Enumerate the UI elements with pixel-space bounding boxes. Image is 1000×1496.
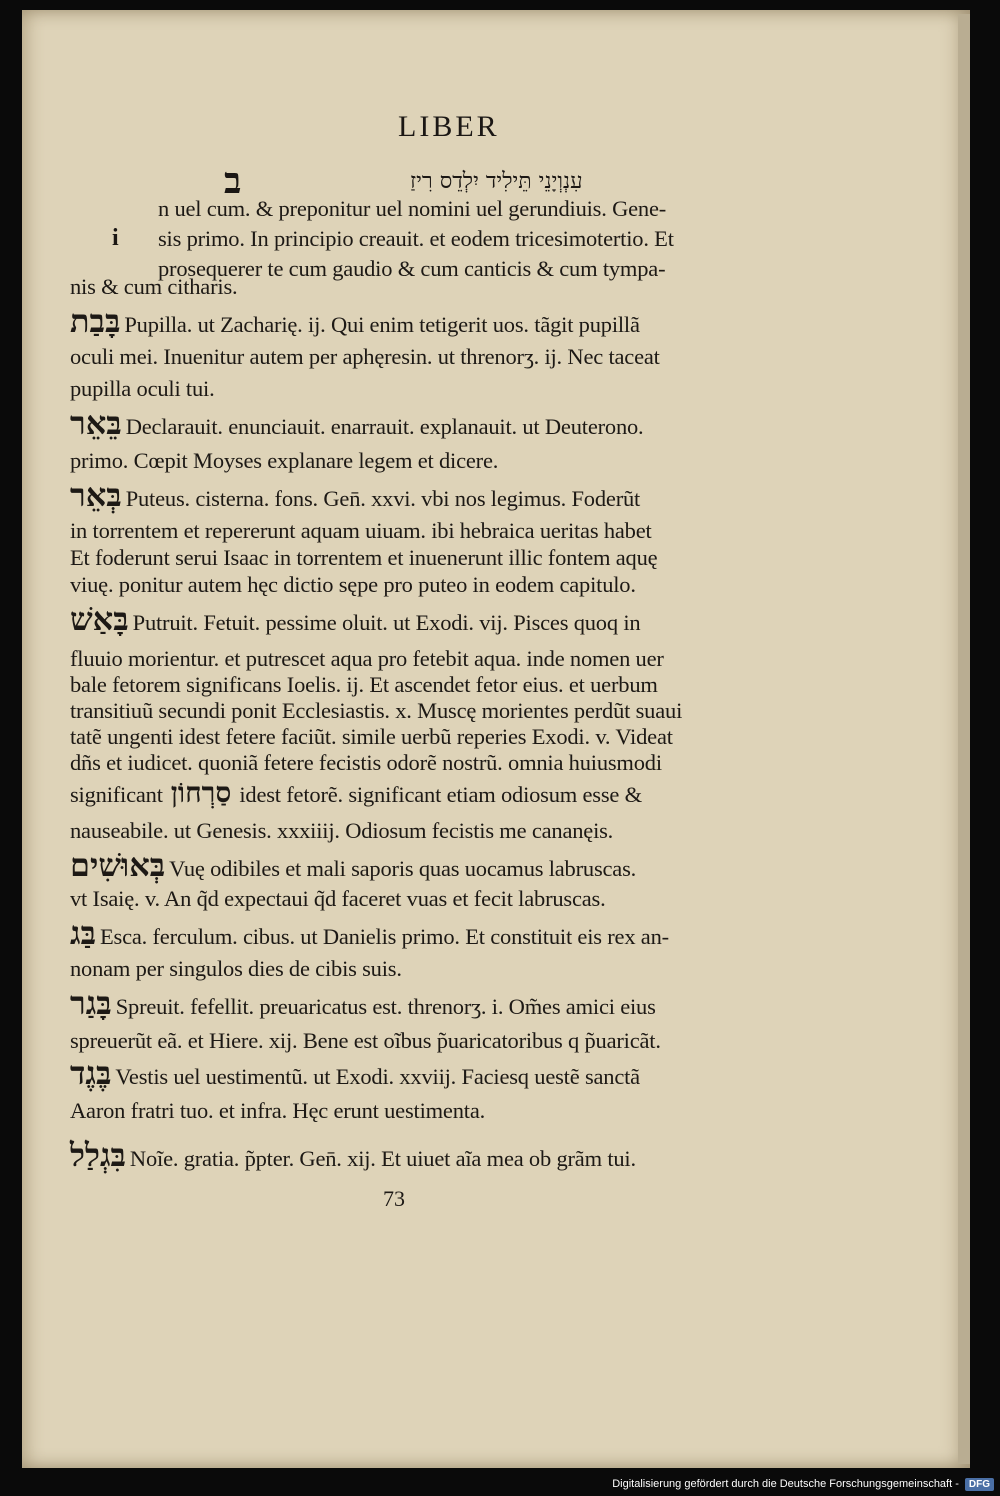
hebrew-inline-word: סַרְחוֹן	[170, 776, 232, 809]
hebrew-headword: בָּבַת	[70, 302, 121, 340]
entry-line: בָּאַשׁ Putruit. Fetuit. pessime oluit. ut Exodi. vij. Pisces quoq in	[70, 600, 641, 638]
text-line: fluuio morientur. et putrescet aqua pro fetebit aqua. inde nomen uer	[70, 646, 664, 671]
text-line: sis primo. In principio creauit. et eodem tricesimotertio. Et	[158, 226, 674, 251]
dfg-logo: DFG	[965, 1478, 994, 1491]
text-line: nis & cum citharis.	[70, 274, 238, 299]
text-line: spreuerũt eã. et Hiere. xij. Bene est oĩbus p̃uaricatoribus q p̃uaricãt.	[70, 1028, 661, 1053]
hebrew-headword: בִּגְלַל	[70, 1136, 126, 1174]
text-line: Aaron fratri tuo. et infra. Hęc erunt uestimenta.	[70, 1098, 486, 1123]
running-head: LIBER	[398, 110, 500, 143]
text-line: nonam per singulos dies de cibis suis.	[70, 956, 402, 981]
hebrew-headword: בָּאַשׁ	[70, 600, 129, 638]
entry-line: בַּג Esca. ferculum. cibus. ut Danielis primo. Et constituit eis rex an-	[70, 914, 669, 952]
entry-line: בֶּגֶד Vestis uel uestimentũ. ut Exodi. xxviij. Faciesq uestẽ sanctã	[70, 1054, 640, 1092]
hebrew-headword: בֶּגֶד	[70, 1054, 112, 1092]
page-number: 73	[383, 1186, 405, 1211]
text-line: prosequerer te cum gaudio & cum canticis & cum tympa-	[158, 256, 666, 281]
text-line: nauseabile. ut Genesis. xxxiiij. Odiosum fecistis me cananęis.	[70, 818, 614, 843]
text-line: pupilla oculi tui.	[70, 376, 215, 401]
text-line: primo. Cœpit Moyses explanare legem et dicere.	[70, 448, 499, 473]
footer-bar	[600, 1472, 1000, 1496]
hebrew-headword: בָּגַר	[70, 984, 112, 1022]
head-hebrew-words: עִנְוְיָנֵי תֵּילִיד יִלְדֵס רִיזַ	[410, 169, 583, 194]
hebrew-headword: בֵּאֵר	[70, 404, 122, 442]
hebrew-headword: בְּאוּשִׁים	[70, 846, 166, 884]
entry-line: בָּבַת Pupilla. ut Zacharię. ij. Qui enim tetigerit uos. tãgit pupillã	[70, 302, 640, 340]
text-line: in torrentem et repererunt aquam uiuam. ibi hebraica ueritas habet	[70, 518, 652, 543]
text-line: tatẽ ungenti idest fetere faciũt. simile uerbũ reperies Exodi. v. Videat	[70, 724, 673, 749]
text-line: oculi mei. Inuenitur autem per aphęresin. ut threnorʒ. ij. Nec taceat	[70, 344, 660, 369]
entry-line: בִּגְלַל Noĩe. gratia. p̃pter. Gen̄. xij. Et uiuet aĩa mea ob grãm tui.	[70, 1136, 636, 1174]
head-hebrew-letter: ב	[224, 160, 242, 202]
text-line: n uel cum. & preponitur uel nomini uel gerundiuis. Gene-	[158, 196, 667, 221]
text-line: significant סַרְחוֹן idest fetorẽ. significant etiam odiosum esse &	[70, 776, 642, 809]
entry-line: בְּאוּשִׁים Vuę odibiles et mali saporis quas uocamus labruscas.	[70, 846, 637, 884]
text-line: Et foderunt serui Isaac in torrentem et inuenerunt illic fontem aquę	[70, 545, 658, 570]
entry-line: בָּגַר Spreuit. fefellit. preuaricatus est. threnorʒ. i. Om̃es amici eius	[70, 984, 656, 1022]
text-line: transitiuũ secundi ponit Ecclesiastis. x. Muscę morientes perdũt suaui	[70, 698, 683, 723]
text-line: dñs et iudicet. quoniã fetere fecistis odorẽ nostrũ. omnia huiusmodi	[70, 750, 662, 775]
text-line: bale fetorem significans Ioelis. ij. Et ascendet fetor eius. et uerbum	[70, 672, 658, 697]
initial-letter: i	[112, 225, 119, 251]
text-line: viuę. ponitur autem hęc dictio sępe pro puteo in eodem capitulo.	[70, 572, 636, 597]
entry-line: בֵּאֵר Declarauit. enunciauit. enarrauit. explanauit. ut Deuterono.	[70, 404, 644, 442]
entry-line: בְּאֵר Puteus. cisterna. fons. Gen̄. xxvi. vbi nos legimus. Foderũt	[70, 476, 641, 514]
text-line: vt Isaię. v. An q̃d expectaui q̃d faceret vuas et fecit labruscas.	[70, 886, 606, 911]
hebrew-headword: בְּאֵר	[70, 476, 122, 514]
footer-credit: Digitalisierung gefördert durch die Deutsche Forschungsgemeinschaft -	[612, 1478, 959, 1490]
hebrew-headword: בַּג	[70, 914, 96, 952]
